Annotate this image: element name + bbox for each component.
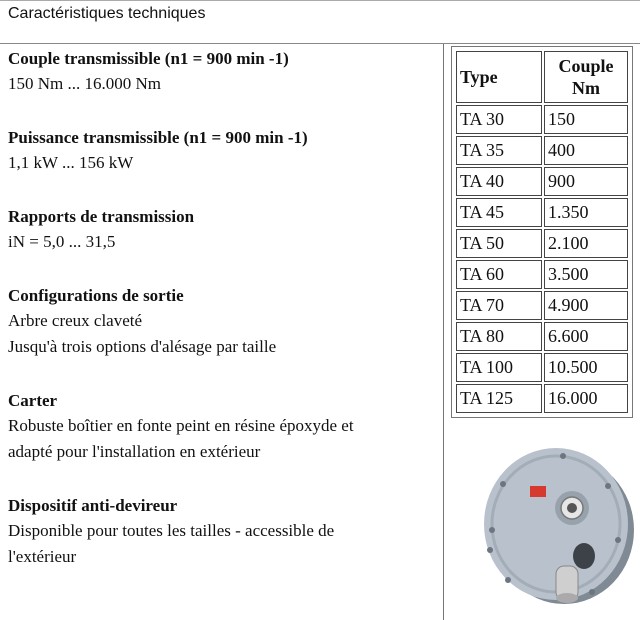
spec-title: Rapports de transmission (8, 207, 195, 226)
spec-section-backstop (8, 493, 433, 570)
specs-list (8, 46, 433, 598)
type-cell: TA 50 (456, 229, 542, 258)
type-cell: TA 60 (456, 260, 542, 289)
type-cell: TA 70 (456, 291, 542, 320)
spec-value: adapté pour l'installation en extérieur (8, 442, 261, 461)
spec-title: Dispositif anti-devireur (8, 496, 178, 515)
gear-reducer-image (468, 432, 638, 612)
spec-value: Arbre creux claveté (8, 311, 143, 330)
spec-section-housing (8, 388, 433, 465)
spec-title: Puissance transmissible (n1 = 900 min -1) (8, 128, 308, 147)
table-body (456, 105, 628, 413)
torque-cell: 16.000 (544, 384, 628, 413)
type-cell: TA 80 (456, 322, 542, 351)
type-cell: TA 40 (456, 167, 542, 196)
table-row (456, 136, 628, 165)
spec-value: l'extérieur (8, 547, 77, 566)
page-title: Caractéristiques techniques (8, 5, 206, 22)
type-cell: TA 30 (456, 105, 542, 134)
spec-title: Carter (8, 391, 58, 410)
table-row (456, 167, 628, 196)
torque-table-frame (451, 46, 633, 418)
spec-value: Robuste boîtier en fonte peint en résine époxyde et (8, 416, 354, 435)
torque-cell: 1.350 (544, 198, 628, 227)
type-cell: TA 35 (456, 136, 542, 165)
torque-cell: 150 (544, 105, 628, 134)
backstop-cover (573, 543, 595, 569)
spec-value: Disponible pour toutes les tailles - accessible de (8, 521, 335, 540)
spec-value: 150 Nm ... 16.000 Nm (8, 74, 161, 93)
brand-logo (530, 486, 546, 497)
torque-cell: 2.100 (544, 229, 628, 258)
header-bar (0, 0, 640, 44)
spec-title: Couple transmissible (n1 = 900 min -1) (8, 49, 289, 68)
spec-value: 1,1 kW ... 156 kW (8, 153, 134, 172)
table-header-row (456, 51, 628, 103)
spec-value: Jusqu'à trois options d'alésage par taille (8, 337, 277, 356)
table-row (456, 229, 628, 258)
spec-section-power (8, 125, 433, 176)
torque-cell: 400 (544, 136, 628, 165)
torque-table (454, 49, 630, 415)
spec-value: iN = 5,0 ... 31,5 (8, 232, 116, 251)
type-cell: TA 100 (456, 353, 542, 382)
table-row (456, 105, 628, 134)
table-row (456, 198, 628, 227)
torque-cell: 4.900 (544, 291, 628, 320)
torque-cell: 10.500 (544, 353, 628, 382)
spec-section-torque (8, 46, 433, 97)
torque-cell: 900 (544, 167, 628, 196)
spec-section-output (8, 283, 433, 360)
spec-section-ratio (8, 204, 433, 255)
torque-cell: 6.600 (544, 322, 628, 351)
column-header-torque: Couple Nm (544, 51, 628, 103)
table-row (456, 291, 628, 320)
table-row (456, 384, 628, 413)
spec-title: Configurations de sortie (8, 286, 184, 305)
type-cell: TA 45 (456, 198, 542, 227)
table-row (456, 353, 628, 382)
type-cell: TA 125 (456, 384, 542, 413)
table-row (456, 322, 628, 351)
column-divider (443, 44, 444, 620)
column-header-type: Type (456, 51, 542, 103)
table-row (456, 260, 628, 289)
torque-cell: 3.500 (544, 260, 628, 289)
